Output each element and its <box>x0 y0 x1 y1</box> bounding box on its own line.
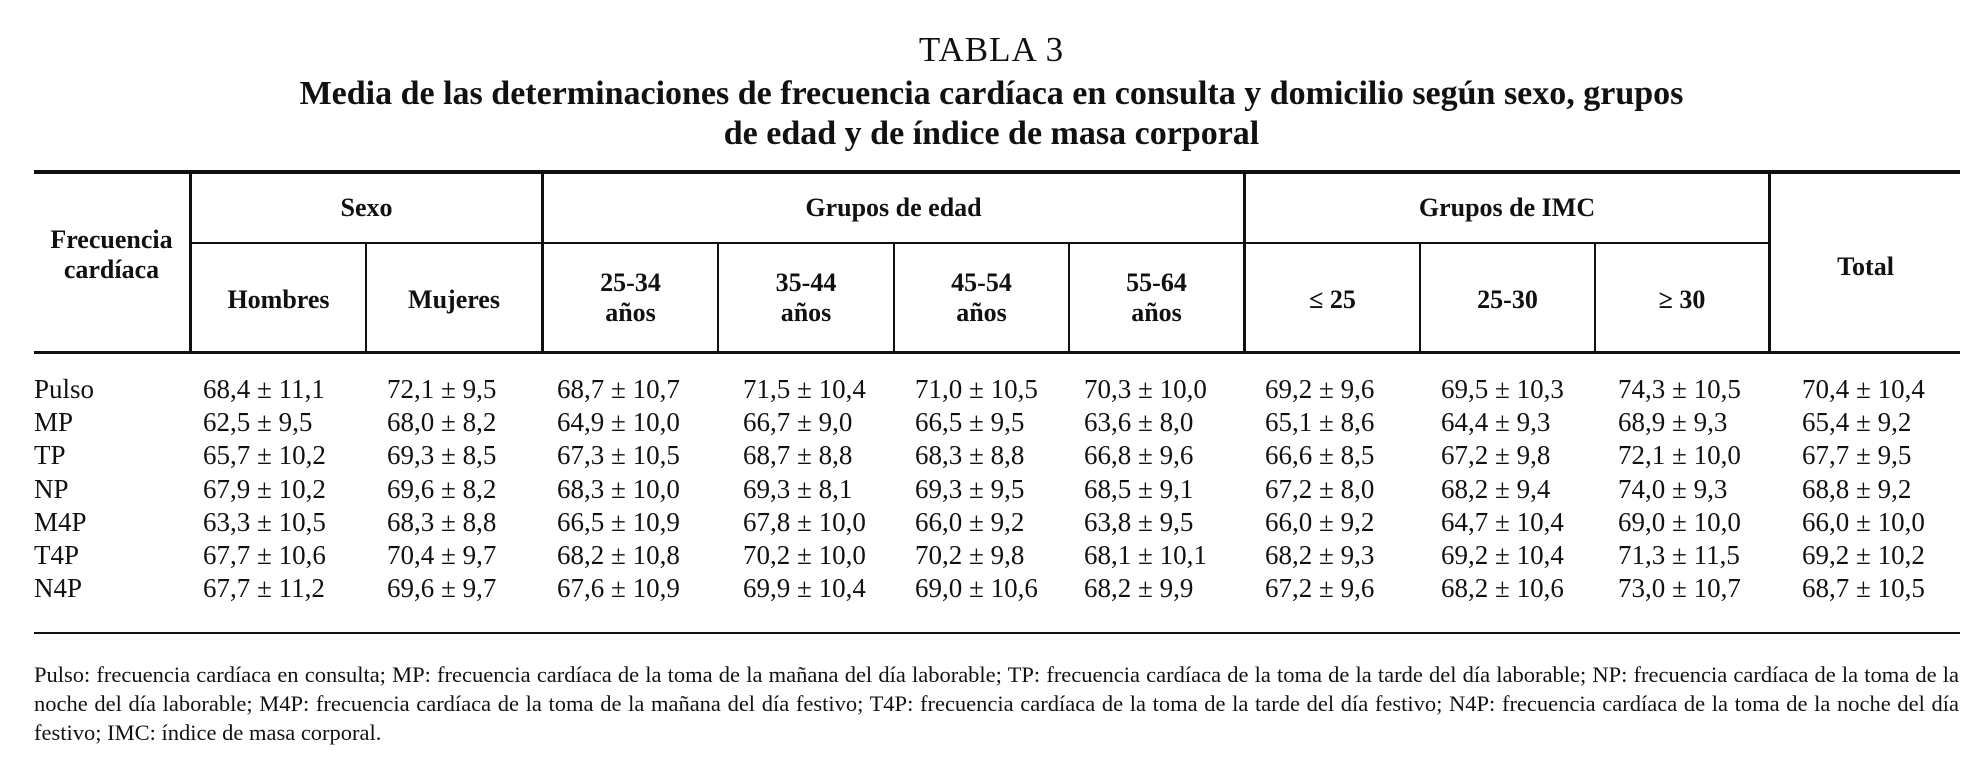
table-cell: 63,8 ± 9,5 <box>1084 506 1194 537</box>
table-cell: 68,5 ± 9,1 <box>1084 473 1194 504</box>
table-cell: 67,8 ± 10,0 <box>743 506 866 537</box>
col-header-women <box>367 285 541 315</box>
row-label: MP <box>34 407 74 438</box>
table-cell: 63,6 ± 8,0 <box>1084 407 1194 438</box>
table-cell: 74,3 ± 10,5 <box>1618 374 1741 404</box>
table-cell: 68,3 ± 8,8 <box>387 506 497 537</box>
table-cell: 68,7 ± 8,8 <box>743 440 853 471</box>
table-cell: 68,0 ± 8,2 <box>387 407 497 438</box>
col-header-age-55-64-line-1: 55-64 <box>1126 268 1187 297</box>
row-label: M4P <box>34 506 87 537</box>
stub-header <box>34 225 189 285</box>
table-cell: 64,9 ± 10,0 <box>557 407 680 438</box>
table-title-line-2: de edad y de índice de masa corporal <box>723 115 1260 152</box>
table-cell: 70,3 ± 10,0 <box>1084 374 1207 404</box>
table-cell: 64,4 ± 9,3 <box>1441 407 1551 438</box>
col-header-men <box>192 285 365 315</box>
row-label: N4P <box>34 573 83 604</box>
group-header-sex: Sexo <box>340 193 393 222</box>
col-header-age-45-54-line-2: años <box>956 298 1007 327</box>
table-number: TABLA 3 <box>918 30 1065 69</box>
total-header: Total <box>1837 252 1894 281</box>
table-cell: 66,0 ± 9,2 <box>1265 506 1375 537</box>
col-header-age-55-64 <box>1070 268 1243 328</box>
table-cell: 71,0 ± 10,5 <box>915 374 1038 404</box>
table-cell: 68,7 ± 10,5 <box>1802 573 1925 604</box>
row-label: NP <box>34 473 69 504</box>
table-cell: 66,5 ± 10,9 <box>557 506 680 537</box>
table-cell: 66,8 ± 9,6 <box>1084 440 1194 471</box>
row-label: TP <box>34 440 66 471</box>
table-cell: 72,1 ± 10,0 <box>1618 440 1741 471</box>
table-cell: 73,0 ± 10,7 <box>1618 573 1741 604</box>
table-cell: 69,3 ± 9,5 <box>915 473 1025 504</box>
col-header-imc-ge30 <box>1596 285 1768 315</box>
table-cell: 67,7 ± 11,2 <box>203 573 325 604</box>
col-header-age-25-34-line-2: años <box>605 298 656 327</box>
col-header-women-line: Mujeres <box>408 285 500 314</box>
col-header-age-55-64-line-2: años <box>1131 298 1182 327</box>
table-cell: 68,2 ± 9,4 <box>1441 473 1551 504</box>
table-cell: 68,2 ± 10,8 <box>557 540 680 570</box>
stub-header-line-1: Frecuencia <box>50 225 173 254</box>
table-cell: 69,9 ± 10,4 <box>743 573 866 604</box>
row-label: T4P <box>34 540 80 570</box>
table-cell: 69,3 ± 8,5 <box>387 440 497 471</box>
table-cell: 69,6 ± 9,7 <box>387 573 497 604</box>
col-header-age-35-44-line-2: años <box>780 298 832 327</box>
table-cell: 70,2 ± 10,0 <box>743 540 866 570</box>
table-cell: 65,1 ± 8,6 <box>1265 407 1375 438</box>
table-cell: 68,9 ± 9,3 <box>1618 407 1728 438</box>
table-cell: 69,2 ± 9,6 <box>1265 374 1375 404</box>
group-header-imc: Grupos de IMC <box>1418 193 1596 222</box>
table-cell: 66,0 ± 9,2 <box>915 506 1025 537</box>
col-header-imc-ge30-line: ≥ 30 <box>1658 285 1706 314</box>
table-cell: 68,4 ± 11,1 <box>203 374 325 404</box>
table-cell: 68,2 ± 9,3 <box>1265 540 1375 570</box>
table-cell: 68,2 ± 9,9 <box>1084 573 1194 604</box>
table-cell: 63,3 ± 10,5 <box>203 506 326 537</box>
col-header-age-45-54-line-1: 45-54 <box>951 268 1012 297</box>
table-footnote: Pulso: frecuencia cardíaca en consulta; MP: frecuencia cardíaca de la toma de la mañana del día laborable; TP: frecuencia cardíaca de la toma de la tarde del día laborable; NP: frecuencia cardíaca de la toma de la noche del día laborable; M4P: frecuencia cardíaca de la toma de la mañana del día festivo; T4P: frecuencia cardíaca de la toma de la tarde del día festivo; N4P: frecuencia cardíaca de la toma de la noche del día festivo; IMC: índice de masa corporal. <box>34 662 1959 745</box>
col-header-age-35-44 <box>719 268 893 328</box>
table-cell: 67,9 ± 10,2 <box>203 473 326 504</box>
row-label: Pulso <box>34 374 95 404</box>
table-cell: 69,6 ± 8,2 <box>387 473 497 504</box>
table-cell: 68,3 ± 10,0 <box>557 473 680 504</box>
table-cell: 69,2 ± 10,2 <box>1802 540 1925 570</box>
table-cell: 66,7 ± 9,0 <box>743 407 853 438</box>
table-cell: 66,5 ± 9,5 <box>915 407 1025 438</box>
table-cell: 68,7 ± 10,7 <box>557 374 680 404</box>
table-cell: 67,7 ± 10,6 <box>203 540 326 570</box>
col-header-imc-le25 <box>1246 285 1419 315</box>
col-header-imc-le25-line: ≤ 25 <box>1309 285 1356 314</box>
table-top-rule <box>34 170 1960 174</box>
table-cell: 67,2 ± 9,8 <box>1441 440 1551 471</box>
table-cell: 68,8 ± 9,2 <box>1802 473 1912 504</box>
col-header-age-25-34 <box>544 268 717 328</box>
table-title-line-1: Media de las determinaciones de frecuencia cardíaca en consulta y domicilio según sexo, grupos <box>299 75 1684 112</box>
table-cell: 68,2 ± 10,6 <box>1441 573 1564 604</box>
table-bottom-rule <box>34 632 1960 634</box>
table-cell: 66,0 ± 10,0 <box>1802 506 1925 537</box>
table-cell: 71,5 ± 10,4 <box>743 374 866 404</box>
col-header-imc-25-30 <box>1421 285 1594 315</box>
table-cell: 62,5 ± 9,5 <box>203 407 313 438</box>
table-cell: 65,7 ± 10,2 <box>203 440 326 471</box>
table-cell: 72,1 ± 9,5 <box>387 374 497 404</box>
table-cell: 70,2 ± 9,8 <box>915 540 1025 570</box>
table-cell: 67,2 ± 9,6 <box>1265 573 1375 604</box>
table-title <box>0 74 1983 154</box>
table-cell: 69,0 ± 10,6 <box>915 573 1038 604</box>
col-header-imc-25-30-line: 25-30 <box>1477 285 1538 314</box>
table-cell: 67,6 ± 10,9 <box>557 573 680 604</box>
table-cell: 71,3 ± 11,5 <box>1618 540 1740 570</box>
table-cell: 64,7 ± 10,4 <box>1441 506 1564 537</box>
table-cell: 69,3 ± 8,1 <box>743 473 853 504</box>
table-cell: 67,3 ± 10,5 <box>557 440 680 471</box>
table-cell: 74,0 ± 9,3 <box>1618 473 1728 504</box>
col-header-age-45-54 <box>895 268 1068 328</box>
table-cell: 70,4 ± 10,4 <box>1802 374 1925 404</box>
col-header-age-35-44-line-1: 35-44 <box>775 268 837 297</box>
table-cell: 68,3 ± 8,8 <box>915 440 1025 471</box>
table-cell: 70,4 ± 9,7 <box>387 540 497 570</box>
stub-header-line-2: cardíaca <box>63 255 160 284</box>
table-cell: 68,1 ± 10,1 <box>1084 540 1207 570</box>
col-header-age-25-34-line-1: 25-34 <box>600 268 661 297</box>
table-cell: 69,2 ± 10,4 <box>1441 540 1564 570</box>
group-header-age: Grupos de edad <box>805 193 982 222</box>
header-bottom-rule <box>34 351 1960 354</box>
subheader-rule <box>191 242 1769 244</box>
col-header-men-line: Hombres <box>227 285 330 314</box>
table-cell: 66,6 ± 8,5 <box>1265 440 1375 471</box>
table-cell: 69,5 ± 10,3 <box>1441 374 1564 404</box>
table-cell: 67,2 ± 8,0 <box>1265 473 1375 504</box>
table-cell: 67,7 ± 9,5 <box>1802 440 1912 471</box>
table-cell: 65,4 ± 9,2 <box>1802 407 1912 438</box>
table-cell: 69,0 ± 10,0 <box>1618 506 1741 537</box>
